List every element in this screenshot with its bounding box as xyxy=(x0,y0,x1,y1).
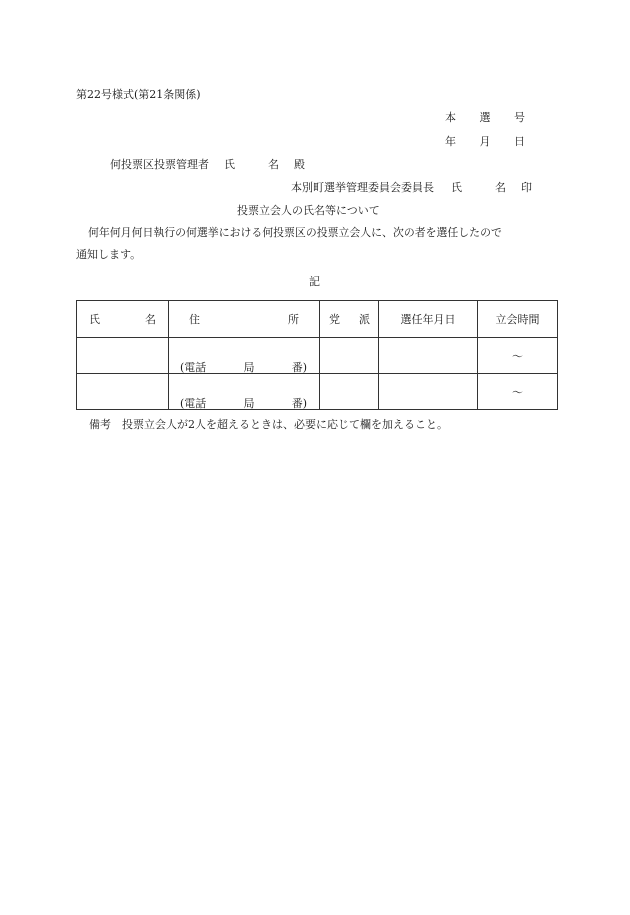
cell-address xyxy=(169,374,320,410)
cell-attendance-hours: ～ xyxy=(478,338,558,374)
header-name xyxy=(77,301,169,338)
phone-placeholder xyxy=(169,345,319,374)
number-suffix: 号 xyxy=(514,111,525,124)
header-party xyxy=(320,301,379,338)
cell-name xyxy=(77,374,169,410)
header-attendance-hours: 立会時間 xyxy=(478,301,558,338)
phone-exchange: 局 xyxy=(243,361,255,374)
date-month: 月 xyxy=(479,135,491,148)
addressee-honorific: 殿 xyxy=(294,158,305,171)
cell-name xyxy=(77,338,169,374)
cell-party xyxy=(320,338,379,374)
sender xyxy=(291,182,532,193)
table-row xyxy=(77,374,558,410)
header-name-part-1: 氏 xyxy=(89,313,100,326)
form-label: 第22号様式(第21条関係) xyxy=(76,88,201,101)
header-address-part-1: 住 xyxy=(189,313,200,326)
header-party-part-1: 党 xyxy=(329,313,340,326)
number-election: 選 xyxy=(479,111,491,124)
cell-attendance-hours: ～ xyxy=(478,374,558,410)
header-party-part-2: 派 xyxy=(359,313,370,326)
header-name-part-2: 名 xyxy=(145,313,156,326)
number-prefix: 本 xyxy=(445,111,456,124)
poll-witness-table xyxy=(76,300,558,410)
date-line xyxy=(445,136,525,147)
subject-line: 投票立会人の氏名等について xyxy=(237,204,380,217)
date-year: 年 xyxy=(445,135,456,148)
document-number-line xyxy=(445,112,525,123)
phone-open: (電話 xyxy=(180,361,207,374)
phone-open: (電話 xyxy=(180,397,207,410)
addressee-name-family: 氏 xyxy=(224,158,235,171)
table-row xyxy=(77,338,558,374)
header-appointed-date: 選任年月日 xyxy=(379,301,478,338)
body-line-2: 通知します。 xyxy=(76,248,142,261)
phone-placeholder xyxy=(169,381,319,410)
addressee-name-given: 名 xyxy=(268,158,279,171)
addressee xyxy=(110,159,305,170)
cell-appointed-date xyxy=(379,338,478,374)
sender-name-given: 名 xyxy=(495,181,506,194)
cell-party xyxy=(320,374,379,410)
phone-number: 番) xyxy=(291,397,307,410)
header-address-part-2: 所 xyxy=(288,313,299,326)
table-header-row xyxy=(77,301,558,338)
remarks-note: 備考 投票立会人が2人を超えるときは、必要に応じて欄を加えること。 xyxy=(89,418,448,431)
phone-exchange: 局 xyxy=(243,397,255,410)
sender-name-family: 氏 xyxy=(451,181,462,194)
cell-appointed-date xyxy=(379,374,478,410)
cell-address xyxy=(169,338,320,374)
body-line-1: 何年何月何日執行の何選挙における何投票区の投票立会人に、次の者を選任したので xyxy=(88,226,502,239)
date-day: 日 xyxy=(514,135,525,148)
addressee-title: 何投票区投票管理者 xyxy=(110,158,209,171)
sender-title: 本別町選挙管理委員会委員長 xyxy=(291,181,434,194)
header-address xyxy=(169,301,320,338)
phone-number: 番) xyxy=(291,361,307,374)
ki-heading: 記 xyxy=(309,275,320,288)
sender-seal: 印 xyxy=(521,181,532,194)
